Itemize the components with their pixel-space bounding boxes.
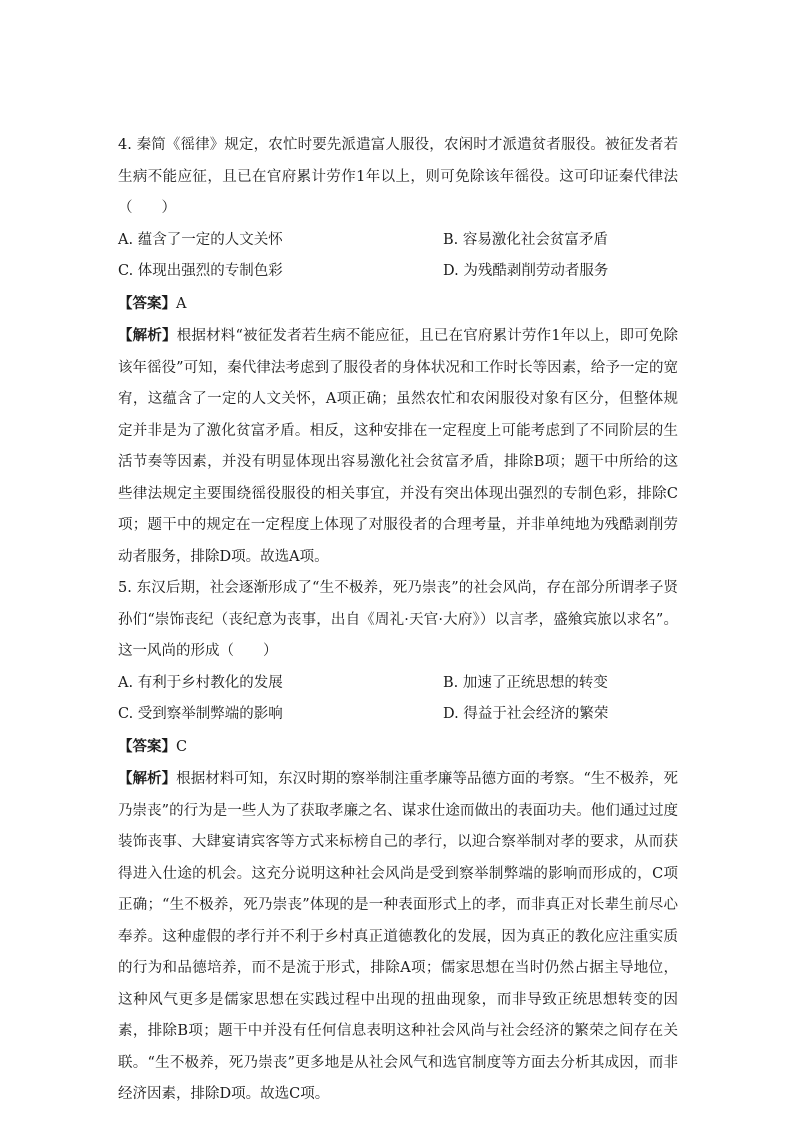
answer-value: A [176,295,187,312]
question-4-option-b: B. 容易激化社会贫富矛盾 [443,231,608,248]
question-4-stem: 4. 秦简《徭律》规定，农忙时要先派遣富人服役，农闲时才派遣贫者服役。被征发者若生病不能应征，且已在官府累计劳作1年以上，则可免除该年徭役。这可印证秦代律法（ ） [118,137,678,216]
answer-value: C [176,738,188,755]
question-5-option-c: C. 受到察举制弊端的影响 [118,706,283,722]
question-4-options [118,225,678,288]
question-4-option-c: C. 体现出强烈的专制色彩 [118,263,283,279]
analysis-text: 根据材料“被征发者若生病不能应征，且已在官府累计劳作1年以上，即可免除该年徭役”可知，秦代律法考虑到了服役者的身体状况和工作时长等因素，给予一定的宽宥，这蕴含了一定的人文关怀，A项正确；虽然农忙和农闲服役对象有区分，但整体规定并非是为了激化贫富矛盾。相反，这种安排在一定程度上可能考虑到了不同阶层的生活节奏等因素，并没有明显体现出容易激化社会贫富矛盾，排除B项；题干中所给的这些律法规定主要围绕徭役服役的相关事宜，并没有突出体现出强烈的专制色彩，排除C项；题干中的规定在一定程度上体现了对服役者的合理考量，并非单纯地为残酷剥削劳动者服务，排除D项。故选A项。 [118,328,679,565]
answer-tag: 【答案】 [118,737,176,755]
answer-tag: 【答案】 [118,294,176,312]
question-5-analysis [118,763,678,1111]
question-4-option-a: A. 蕴含了一定的人文关怀 [118,231,283,248]
analysis-text: 根据材料可知，东汉时期的察举制注重孝廉等品德方面的考察。“生不极养，死乃崇丧”的行为是一些人为了获取孝廉之名、谋求仕途而做出的表面功夫。他们通过过度装饰丧事、大肆宴请宾客等方式来标榜自己的孝行，以迎合察举制对孝的要求，从而获得进入仕途的机会。这充分说明这种社会风尚是受到察举制弊端的影响而形成的，C项正确；“生不极养，死乃崇丧”体现的是一种表面形式上的孝，而非真正对长辈生前尽心奉养。这种虚假的孝行并不利于乡村真正道德教化的发展，因为真正的教化应注重实质的行为和品德培养，而不是流于形式，排除A项；儒家思想在当时仍然占据主导地位，这种风气更多是儒家思想在实践过程中出现的扭曲现象，而非导致正统思想转变的因素，排除B项；题干中并没有任何信息表明这种社会风尚与社会经济的繁荣之间存在关联。“生不极养，死乃崇丧”更多地是从社会风气和选官制度等方面去分析其成因，而非经济因素，排除D项。故选C项。 [118,771,678,1102]
question-5-option-b: B. 加速了正统思想的转变 [443,674,608,691]
question-5-options [118,668,678,731]
question-5-option-d: D. 得益于社会经济的繁荣 [443,706,609,722]
question-5-answer [118,731,678,764]
question-4-option-d: D. 为残酷剥削劳动者服务 [443,263,609,279]
question-5-stem: 5. 东汉后期，社会逐渐形成了“生不极养，死乃崇丧”的社会风尚，存在部分所谓孝子贤孙们“崇饰丧纪（丧纪意为丧事，出自《周礼·天官·大府》）以言孝，盛飨宾旅以求名”。这一风尚的形成（ ） [118,580,678,659]
question-4-answer [118,288,678,321]
analysis-tag: 【解析】 [118,327,177,344]
question-4-analysis [118,320,678,573]
analysis-tag: 【解析】 [118,770,177,787]
question-5-option-a: A. 有利于乡村教化的发展 [118,674,283,691]
document-page [118,130,678,1111]
